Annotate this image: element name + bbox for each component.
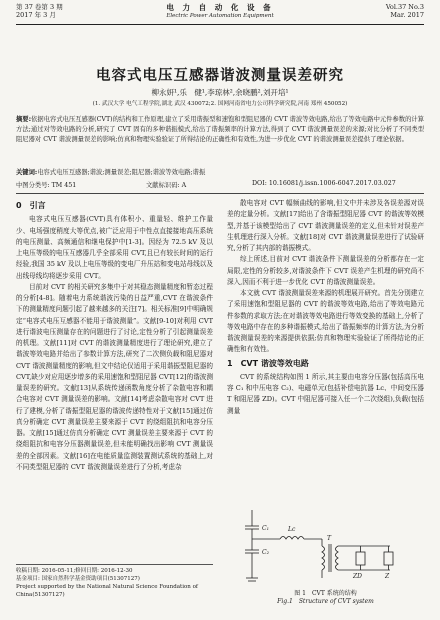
date-en: Mar. 2017 [390,11,424,19]
body-paragraph: 电容式电压互感器(CVT)具有体积小、重量轻、维护工作量少、电场强度稍度大等优点,被广泛应用于中性点直接接地高压系统的电压测量、高频通信和继电保护中[1-3]。因经为 72.5 kV 及以上电压等级的电压互感器几乎全部采用 CVT,且已有较长时间的运行经验,我国 35 kV 及以上电压等级的变电厂升压站和变电站母线以及出线母线均将逐步采用 CVT。 [16,215,213,280]
load-z-box [384,552,393,565]
reactor-lc-coil [280,537,304,540]
right-column [227,198,424,417]
header-center [120,2,320,19]
figure-caption-en: Fig.1 Structure of CVT system [277,598,374,605]
keywords-label: 关键词: [16,169,38,176]
abstract [16,115,424,146]
journal-name-en: Electric Power Automation Equipment [166,13,274,19]
header-right [386,3,424,19]
abstract-label: 摘要: [16,116,32,123]
figure-caption-zh: 图 1 CVT 系统的结构 [294,590,357,597]
document-code: 文献标识码: A [146,182,187,189]
date-zh: 2017 年 3 月 [16,11,56,19]
cvt-structure-figure [240,506,415,588]
section-heading-1: 1 CVT 谐波等效电路 [227,358,309,368]
fund-zh: 基金项目: 国家自然科学基金资助项目(51307127) [16,576,140,582]
body-paragraph: CVT 的系统结构如图 1 所示,其主要由电容分压器(包括高压电容 C₁ 和中压电容 C₂)、电磁单元(包括补偿电抗器 Lc、中间变压器 T 和阻尼器 ZD)。CVT 中阻尼器可接入任一个二次绕组),负载(包括测量 [227,372,424,415]
running-header [0,0,440,26]
keywords [16,167,424,176]
authors: 柳永妍¹,乐 健¹,李琼林²,余晓鹏²,刘开培¹ [151,88,289,97]
damper-zd-box [356,552,365,565]
abstract-text: 依据电容式电压互感器(CVT)的结构和工作原理,建立了采用谐振型和速饱和型阻尼器的 CVT 谐波等效电路,给出了等效电路中元件参数的计算方法;通过对等效电路的分析,研究了 CVT 固有的多种谐振模式,给出了谐振频率的计算方法,得到了 CVT 谐波测量误差的来源;对比分析了不同类型阻尼器对 CVT 谐波测量误差的影响;仿真和物理实验验证了所得结论的正确性和有效性,为进一步优化 CVT 的谐波测量误差提供了理论依据。 [16,116,424,144]
label-c1: C₁ [262,525,269,532]
body-paragraph: 本文就 CVT 谐波测量误差来源的机理展开研究。首先分别建立了采用速饱和型阻尼器的 CVT 的谐波等效电路,给出了等效电路元件参数的求取方法;在对谐波等效电路进行等效变换的基础上,分析了等效电路中存在的多种谐振模式,给出了谐振频率的计算方法,为分析谐波测量误差的来源提供依据;仿真和物理实验验证了所得结论的正确性和有效性。 [227,289,424,354]
figure-caption [227,590,424,606]
header-left [16,3,63,19]
transformer-primary [322,546,325,570]
section-heading-intro: 0 引言 [16,201,46,210]
label-z: Z [385,573,390,580]
label-c2: C₂ [262,549,269,556]
body-paragraph: 综上所述,目前对 CVT 谐波条件下测量误差的分析都存在一定局限,定性的分析较多,对谐波条件下 CVT 误差产生机理的研究尚不深入,因而不利于进一步优化 CVT 的谐波测量误差。 [227,255,424,286]
journal-name-zh: 电 力 自 动 化 设 备 [166,3,274,12]
paper-title: 电容式电压互感器谐波测量误差研究 [96,67,344,84]
keywords-text: 电容式电压互感器;谐波;测量误差;阻尼器;谐波等效电路;谐振 [37,169,206,176]
footnote [16,564,213,599]
affiliations: (1. 武汉大学 电气工程学院,湖北 武汉 430072;2. 国网河南省电力公司科学研究院,河南 郑州 450052) [92,101,348,107]
volume-zh: 第 37 卷第 3 期 [16,3,63,11]
transformer-secondary [336,546,339,570]
label-t: T [327,535,332,542]
body-paragraph: 散电容对 CVT 幅频曲线的影响,但文中并未涉及各误差源对误差的定量分析。文献[17]给出了含谐振型阻尼器 CVT 的谐波等效模型,并基于该模型给出了 CVT 谐波测量误差的定义,但未针对误差产生机理进行深入分析。文献[18]对 CVT 谐波测量误差进行了试验研究,分析了其内部的谐振模式。 [227,199,424,252]
doi: DOI: 10.16081/j.issn.1006-6047.2017.03.027 [252,180,396,187]
fund-en: Project supported by the National Natural Science Foundation of China(51307127) [16,584,198,598]
body-paragraph: 目前对 CVT 的相关研究多集中于对其稳态测量精度和暂态过程的分析[4-8]。随着电力系统谐波污染的日益严重,CVT 在谐波条件下的测量精度问题引起了越来越多的关注[7]。相关标准[9]中明确规定“电容式电压互感器不能用于谐波测量”。文献[9-10]对利用 CVT 进行谐波电压测量存在的问题进行了讨论,定性分析了引起测量误差的机理。文献[11]对 CVT 的谐波测量精度进行了理论研究,建立了谐波等效电路并给出了参数计算方法,研究了二次侧负载和阻尼器对 CVT 谐波测量精度的影响,但文中结论仅适用于采用谐振型阻尼器的 CVT,缺少对应用逐步增多的采用速饱和型阻尼器 CVT[12]的谐波测量误差的研究。文献[13]从系统传递函数角度分析了杂散电容和耦合电容对 CVT 测量误差的影响。文献[14]考虑杂散电容对 CVT 进行了建模,分析了谐振型阻尼器的谐波传递特性对于文献[15]通过仿真分析确定 CVT 测量误差主要来源于 CVT 的绕组阻抗和电容分压器。文献[15]通过仿真分析确定 CVT 测量误差主要来源于 CVT 的绕组阻抗和电容分压器测量误差,但未能明确找出影响 CVT 测量误差的全部因素。文献[16]在电能质量监测装置测试系统的基础上,对不同类型阻尼器的 CVT 谐波测量误差进行了分析,考虑杂 [16,282,213,471]
header-rule [16,24,424,25]
left-column [16,198,213,473]
abstract-rule [16,193,424,194]
label-lc: Lc [288,526,296,533]
clc-number: 中图分类号: TM 451 [16,182,77,189]
label-zd: ZD [353,573,362,580]
volume-en: Vol.37 No.3 [385,3,424,11]
received-date: 收稿日期: 2016-05-11;修回日期: 2016-12-30 [16,568,133,574]
